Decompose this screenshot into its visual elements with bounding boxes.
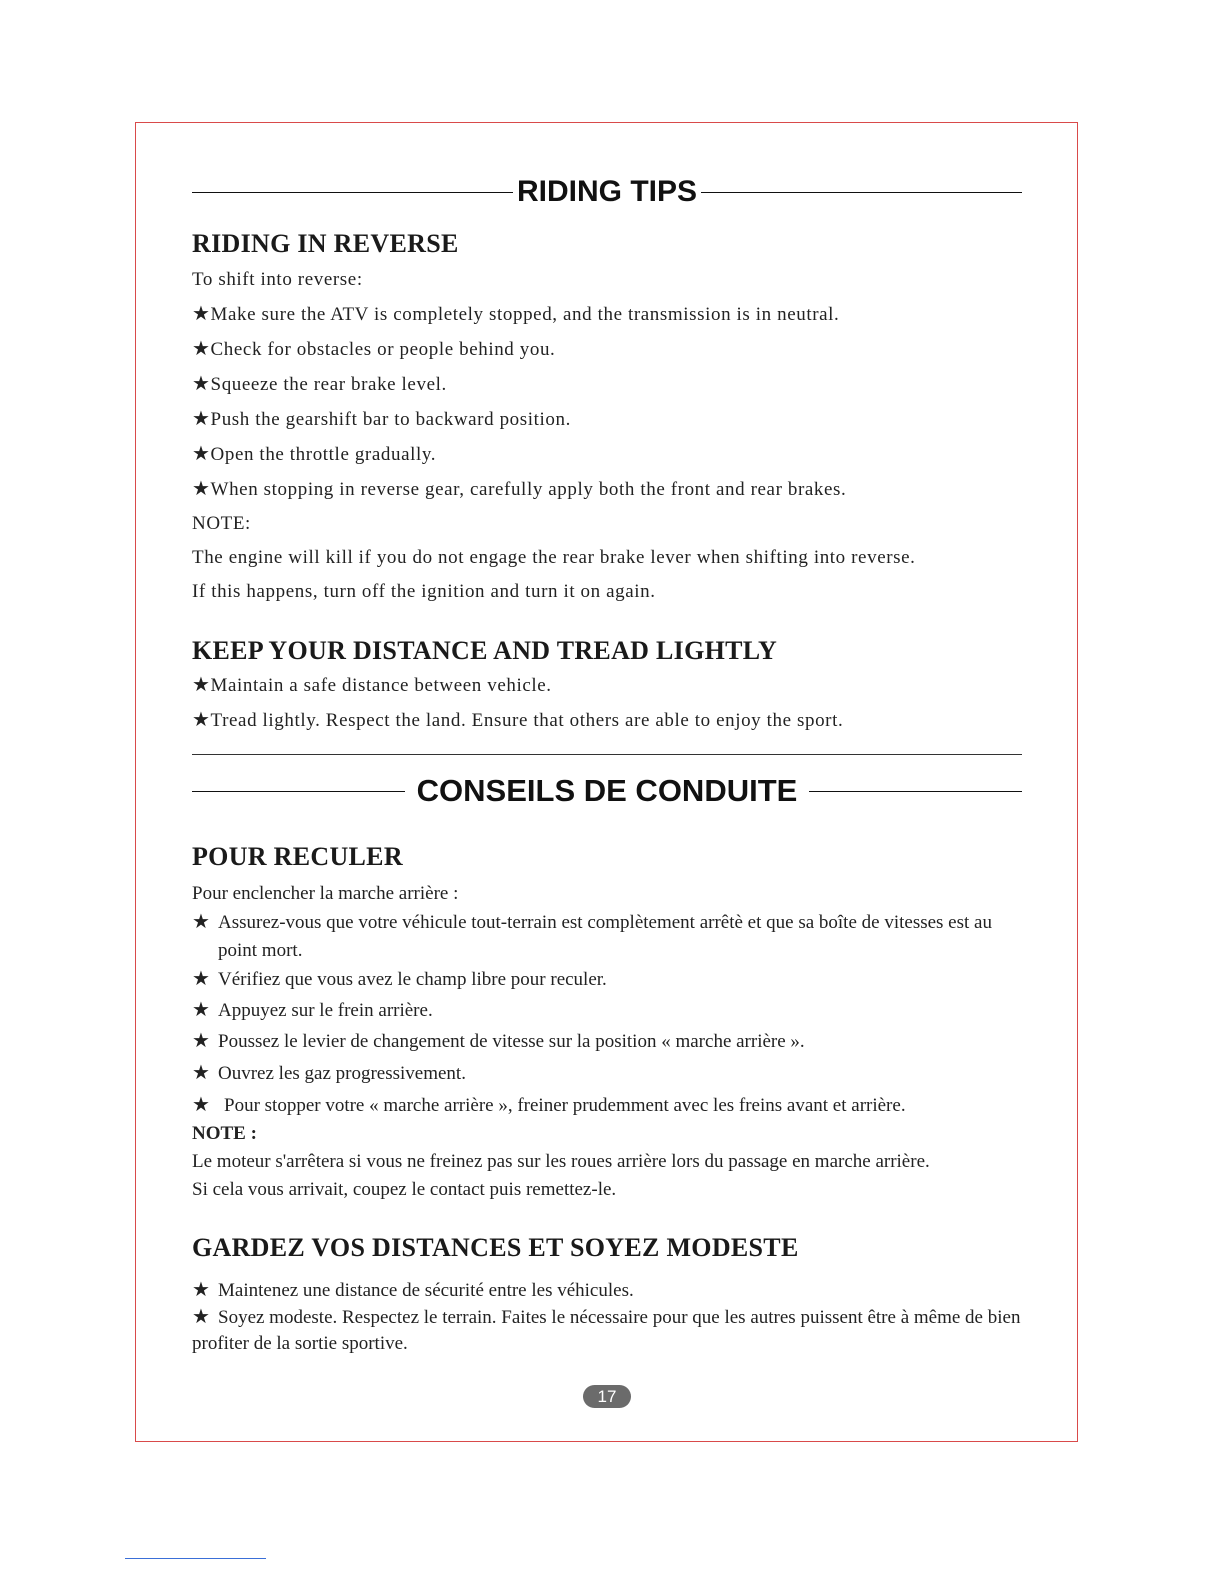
reverse-section-en bbox=[192, 229, 1022, 609]
reverse-section-fr bbox=[192, 842, 1022, 1204]
star-icon: ★ bbox=[192, 443, 211, 465]
list-item: ★Tread lightly. Respect the land. Ensure that others are able to enjoy the sport. bbox=[192, 709, 844, 731]
list-item: ★Make sure the ATV is completely stopped, and the transmission is in neutral. bbox=[192, 303, 840, 325]
note-line: Le moteur s'arrêtera si vous ne freinez pas sur les roues arrière lors du passage en marche arrière. bbox=[192, 1151, 930, 1172]
star-icon: ★ bbox=[192, 1279, 210, 1301]
list-item: ★Open the throttle gradually. bbox=[192, 443, 437, 465]
star-icon: ★ bbox=[192, 1030, 210, 1052]
banner-rule-right bbox=[701, 192, 1022, 193]
distance-section-en bbox=[192, 636, 1022, 738]
note-line: Si cela vous arrivait, coupez le contact puis remettez-le. bbox=[192, 1179, 617, 1200]
section-heading: POUR RECULER bbox=[192, 842, 403, 871]
distance-section-fr bbox=[192, 1233, 1022, 1357]
list-item: ★ Vérifiez que vous avez le champ libre pour reculer. bbox=[192, 965, 1022, 994]
star-icon: ★ bbox=[192, 408, 211, 430]
star-icon: ★ bbox=[192, 478, 211, 500]
language-divider bbox=[192, 754, 1022, 755]
note-line: The engine will kill if you do not engage the rear brake lever when shifting into reverse. bbox=[192, 547, 916, 568]
intro-text: Pour enclencher la marche arrière : bbox=[192, 883, 459, 904]
section-heading: KEEP YOUR DISTANCE AND TREAD LIGHTLY bbox=[192, 636, 778, 665]
star-icon: ★ bbox=[192, 1306, 210, 1328]
list-item: ★ Pour stopper votre « marche arrière », freiner prudemment avec les freins avant et arrière. bbox=[192, 1091, 1022, 1120]
star-icon: ★ bbox=[192, 338, 211, 360]
star-icon: ★ bbox=[192, 1094, 210, 1116]
section-heading: GARDEZ VOS DISTANCES ET SOYEZ MODESTE bbox=[192, 1233, 799, 1262]
note-label: NOTE : bbox=[192, 1123, 257, 1144]
banner-rule-left bbox=[192, 192, 513, 193]
banner-rule-left bbox=[192, 791, 405, 792]
star-icon: ★ bbox=[192, 911, 210, 933]
star-icon: ★ bbox=[192, 709, 211, 731]
banner-title: CONSEILS DE CONDUITE bbox=[416, 773, 798, 808]
page-number-badge: 17 bbox=[583, 1385, 631, 1408]
list-item: ★ Soyez modeste. Respectez le terrain. Faites le nécessaire pour que les autres puissent être à même de bien profiter de la sortie sportive. bbox=[192, 1306, 1021, 1354]
list-item: ★ Maintenez une distance de sécurité entre les véhicules. bbox=[192, 1279, 634, 1301]
section-heading: RIDING IN REVERSE bbox=[192, 229, 459, 258]
star-icon: ★ bbox=[192, 999, 210, 1021]
note-line: If this happens, turn off the ignition and turn it on again. bbox=[192, 581, 656, 602]
list-item: ★Check for obstacles or people behind you. bbox=[192, 338, 556, 360]
star-icon: ★ bbox=[192, 674, 211, 696]
banner-title: RIDING TIPS bbox=[517, 175, 698, 208]
list-item: ★Squeeze the rear brake level. bbox=[192, 373, 447, 395]
list-item: ★When stopping in reverse gear, carefully apply both the front and rear brakes. bbox=[192, 478, 847, 500]
star-icon: ★ bbox=[192, 1062, 210, 1084]
list-item: ★ Appuyez sur le frein arrière. bbox=[192, 996, 1022, 1025]
star-icon: ★ bbox=[192, 968, 210, 990]
list-item: ★Maintain a safe distance between vehicle. bbox=[192, 674, 552, 696]
footer-underline bbox=[125, 1558, 266, 1559]
list-item: ★ Ouvrez les gaz progressivement. bbox=[192, 1059, 1022, 1088]
star-icon: ★ bbox=[192, 373, 211, 395]
list-item: ★ Poussez le levier de changement de vitesse sur la position « marche arrière ». bbox=[192, 1027, 1022, 1056]
conseils-banner bbox=[192, 773, 1022, 809]
note-label: NOTE: bbox=[192, 513, 251, 534]
list-item: ★Push the gearshift bar to backward position. bbox=[192, 408, 571, 430]
riding-tips-banner bbox=[192, 175, 1022, 209]
list-item: ★ Assurez-vous que votre véhicule tout-terrain est complètement arrêtè et que sa boîte de vitesses est au point mort. bbox=[192, 908, 1022, 965]
star-icon: ★ bbox=[192, 303, 211, 325]
banner-rule-right bbox=[809, 791, 1022, 792]
intro-text: To shift into reverse: bbox=[192, 269, 363, 290]
